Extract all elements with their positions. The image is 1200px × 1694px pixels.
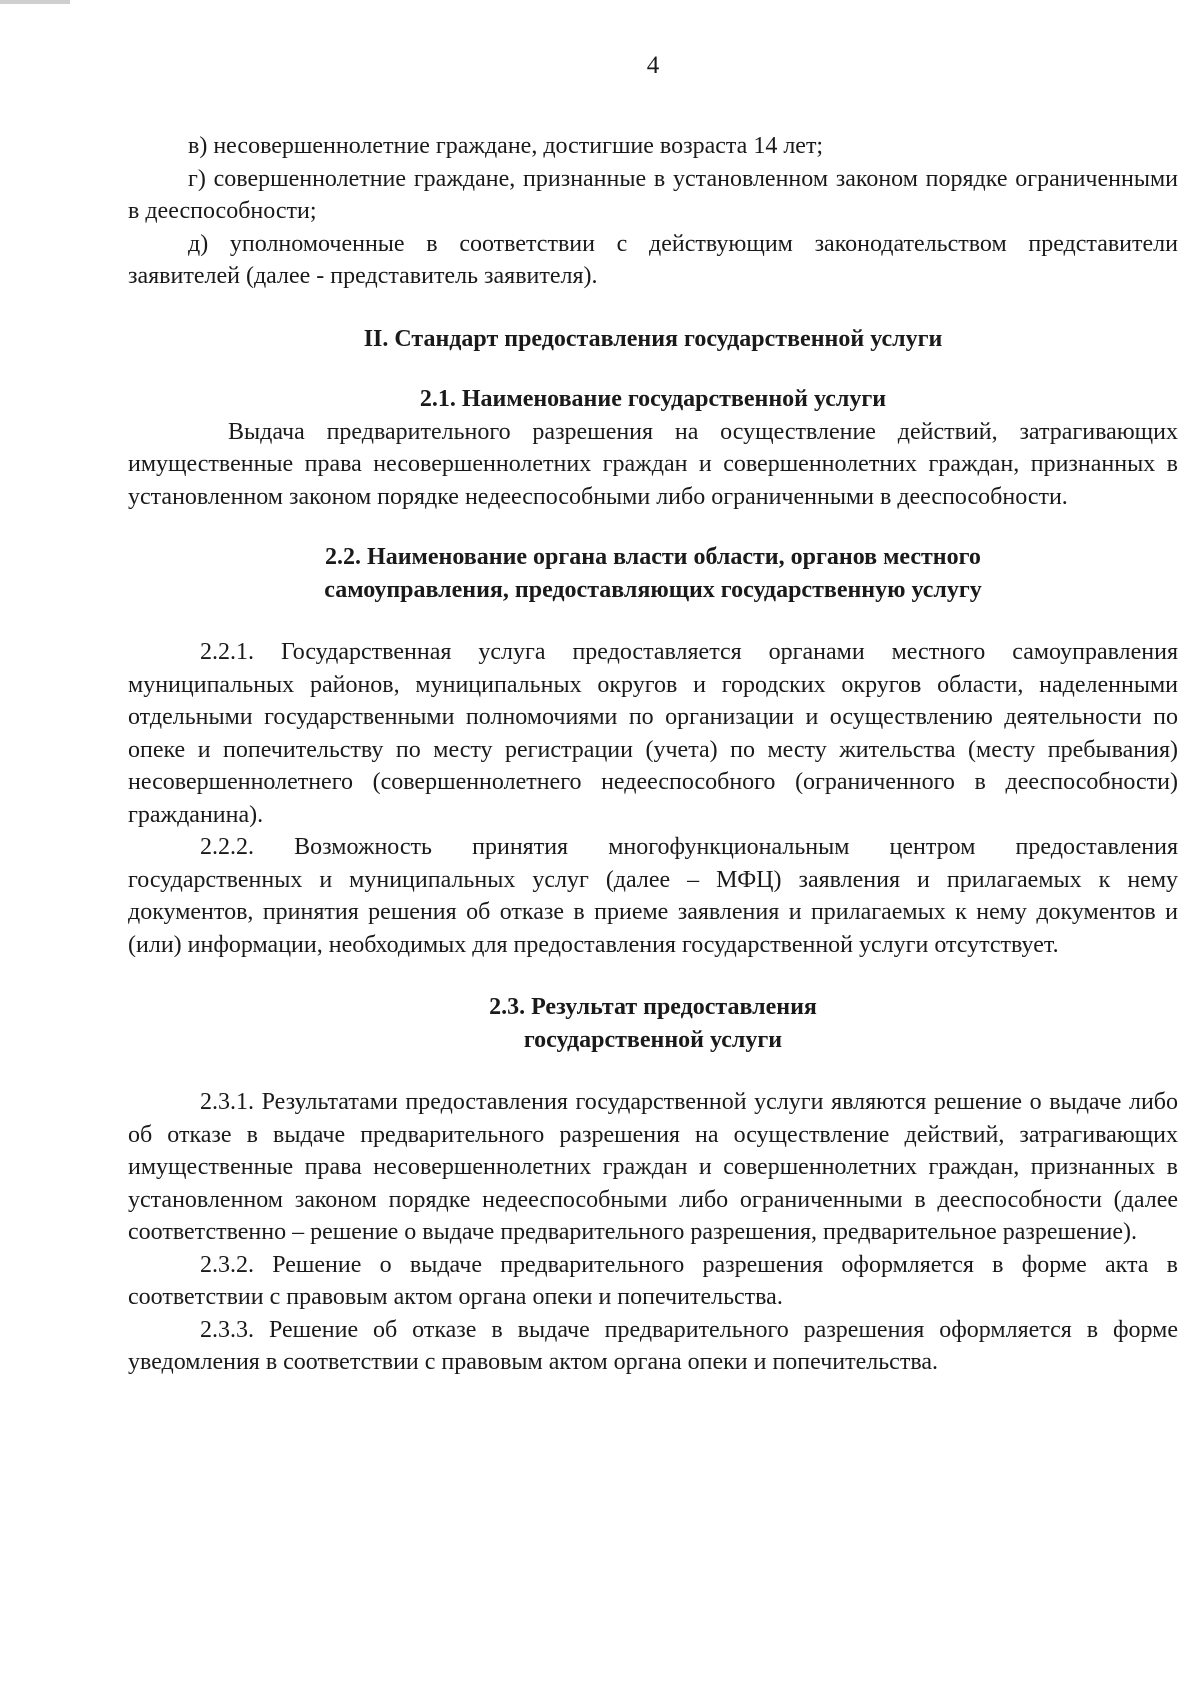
subsection-2-3-title-line2: государственной услуги <box>523 1026 783 1053</box>
list-item-g: г) совершеннолетние граждане, признанные в установленном законом порядке ограниченными в дееспособности; <box>128 165 1178 224</box>
paragraph-2-3-1: 2.3.1. Результатами предоставления государственной услуги являются решение о выдаче либо об отказе в выдаче предварительного разрешения на осуществление действий, затрагивающих имущественные права несовершеннолетних граждан и совершеннолетних граждан, признанных в установленном законом порядке недееспособными либо ограниченными в дееспособности (далее соответственно – решение о выдаче предварительного разрешения, предварительное разрешение). <box>128 1089 1178 1245</box>
subsection-2-3-heading <box>128 991 1178 1056</box>
paragraph-2-2-1: 2.2.1. Государственная услуга предоставляется органами местного самоуправления муниципальных районов, муниципальных округов и городских округов области, наделенными отдельными государственными полномочиями по организации и осуществлению деятельности по опеке и попечительству по месту регистрации (учета) по месту жительства (месту пребывания) несовершеннолетнего (совершеннолетнего недееспособного (ограниченного в дееспособности) гражданина). <box>128 639 1178 828</box>
page-number: 4 <box>646 52 660 79</box>
paragraph-2-3-2: 2.3.2. Решение о выдаче предварительного разрешения оформляется в форме акта в соответствии с правовым актом органа опеки и попечительства. <box>128 1251 1178 1310</box>
document-body <box>128 130 1178 1379</box>
subsection-2-2-title-line2: самоуправления, предоставляющих государственную услугу <box>324 576 982 603</box>
subsection-2-2-title-line1: 2.2. Наименование органа власти области, органов местного <box>325 544 981 570</box>
paragraph-2-2-2: 2.2.2. Возможность принятия многофункциональным центром предоставления государственных и муниципальных услуг (далее – МФЦ) заявления и прилагаемых к нему документов, принятия решения об отказе в приеме заявления и прилагаемых к нему документов и (или) информации, необходимых для предоставления государственной услуги отсутствует. <box>128 834 1178 958</box>
subsection-2-1-text: Выдача предварительного разрешения на осуществление действий, затрагивающих имущественные права несовершеннолетних граждан и совершеннолетних граждан, признанных в установленном законом порядке недееспособными либо ограниченными в дееспособности. <box>128 418 1178 510</box>
subsection-2-3-title-line1: 2.3. Результат предоставления <box>489 994 817 1020</box>
subsection-2-2-heading <box>128 541 1178 606</box>
list-item-v: в) несовершеннолетние граждане, достигшие возраста 14 лет; <box>188 133 824 159</box>
list-item-d: д) уполномоченные в соответствии с действующим законодательством представители заявителей (далее - представитель заявителя). <box>128 230 1178 289</box>
paragraph-2-3-3: 2.3.3. Решение об отказе в выдаче предварительного разрешения оформляется в форме уведомления в соответствии с правовым актом органа опеки и попечительства. <box>128 1316 1178 1375</box>
scan-edge-mark <box>0 0 70 4</box>
section-title: II. Стандарт предоставления государственной услуги <box>363 325 943 352</box>
subsection-2-1-title: 2.1. Наименование государственной услуги <box>419 386 887 412</box>
